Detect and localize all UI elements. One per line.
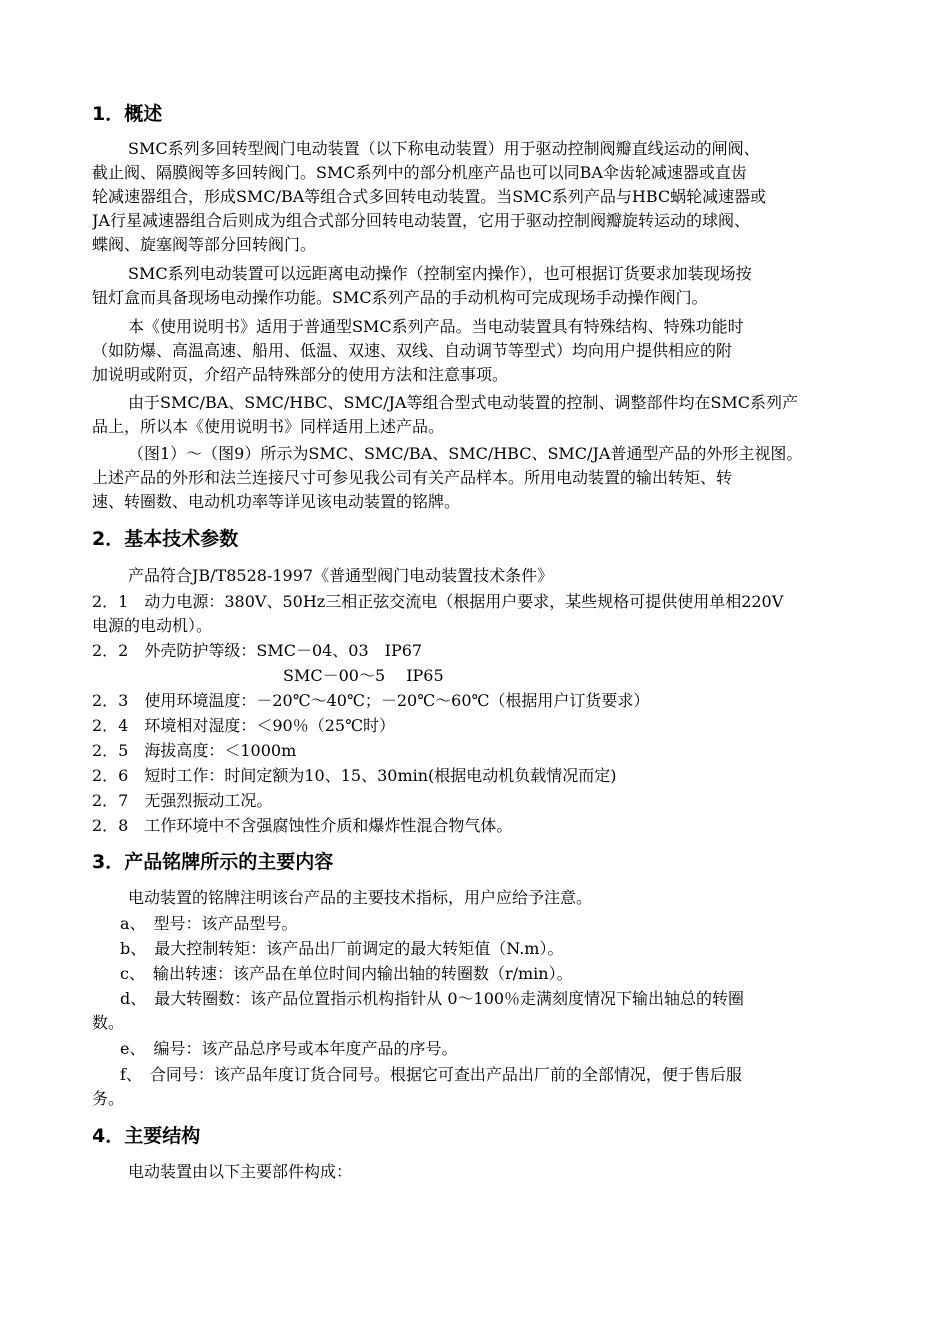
section-2-line: 2．8 工作环境中不含强腐蚀性介质和爆炸性混合物气体。: [92, 816, 513, 835]
section-2-line: 电源的电动机）。: [92, 616, 213, 635]
section-2-line: 2．4 环境相对湿度：＜90％（25℃时）: [92, 716, 395, 735]
section-3-item-d: d、 最大转圈数：该产品位置指示机构指针从 0～100％走满刻度情况下输出轴总的转圈: [120, 989, 745, 1008]
section-3-item-f: f、 合同号：该产品年度订货合同号。根据它可查出产品出厂前的全部情况，便于售后服: [120, 1065, 742, 1084]
section-1-line: SMC系列电动装置可以远距离电动操作（控制室内操作），也可根据订货要求加装现场按: [128, 264, 752, 283]
section-3-line: 务。: [92, 1089, 125, 1108]
section-2-line: 产品符合JB/T8528-1997《普通型阀门电动装置技术条件》: [128, 566, 554, 585]
section-1-line: 品上，所以本《使用说明书》同样适用上述产品。: [92, 417, 445, 436]
section-4-line: 电动装置由以下主要部件构成：: [128, 1162, 353, 1181]
section-1-line: 由于SMC/BA、SMC/HBC、SMC/JA等组合型式电动装置的控制、调整部件均在SMC系列产: [128, 393, 799, 412]
section-1-line: 蝶阀、旋塞阀等部分回转阀门。: [92, 235, 317, 254]
section-3-item-e: e、 编号：该产品总序号或本年度产品的序号。: [120, 1039, 458, 1058]
section-2-line: 2．1 动力电源：380V、50Hz三相正弦交流电（根据用户要求，某些规格可提供使用单相220V: [92, 592, 784, 611]
section-3-heading: 3．产品铭牌所示的主要内容: [92, 851, 334, 873]
section-1-heading: 1．概述: [92, 103, 163, 125]
section-3-line: 电动装置的铭牌注明该台产品的主要技术指标，用户应给予注意。: [128, 888, 593, 907]
section-1-line: 速、转圈数、电动机功率等详见该电动装置的铭牌。: [92, 492, 461, 511]
section-3-item-a: a、 型号：该产品型号。: [120, 914, 298, 933]
section-3-item-c: c、 输出转速：该产品在单位时间内输出轴的转圈数（r/min）。: [120, 964, 573, 983]
section-2-line: 2．5 海拔高度：＜1000m: [92, 741, 297, 760]
section-1-line: 加说明或附页，介绍产品特殊部分的使用方法和注意事项。: [92, 365, 509, 384]
section-2-line: 2．6 短时工作：时间定额为10、15、30min(根据电动机负载情况而定): [92, 766, 617, 785]
section-1-line: SMC系列多回转型阀门电动装置（以下称电动装置）用于驱动控制阀瓣直线运动的闸阀、: [128, 139, 760, 158]
section-2-line: SMC－00～5 IP65: [283, 666, 444, 685]
section-2-line: 2．2 外壳防护等级：SMC－04、03 IP67: [92, 641, 423, 660]
section-1-line: 轮减速器组合，形成SMC/BA等组合式多回转电动装置。当SMC系列产品与HBC蜗轮减速器或: [92, 187, 767, 206]
section-1-line: 钮灯盒而具备现场电动操作功能。SMC系列产品的手动机构可完成现场手动操作阀门。: [92, 288, 708, 307]
section-4-heading: 4．主要结构: [92, 1125, 201, 1147]
section-2-line: 2．7 无强烈振动工况。: [92, 791, 273, 810]
section-1-line: （图1）～（图9）所示为SMC、SMC/BA、SMC/HBC、SMC/JA普通型产品的外形主视图。: [128, 444, 803, 463]
section-3-item-b: b、 最大控制转矩：该产品出厂前调定的最大转矩值（N.m）。: [120, 939, 564, 958]
section-2-line: 2．3 使用环境温度：－20℃～40℃；－20℃～60℃（根据用户订货要求）: [92, 691, 650, 710]
section-2-heading: 2．基本技术参数: [92, 528, 239, 550]
section-1-line: （如防爆、高温高速、船用、低温、双速、双线、自动调节等型式）均向用户提供相应的附: [92, 341, 733, 360]
section-1-line: JA行星减速器组合后则成为组合式部分回转电动装置，它用于驱动控制阀瓣旋转运动的球阀、: [92, 211, 750, 230]
section-1-line: 截止阀、隔膜阀等多回转阀门。SMC系列中的部分机座产品也可以同BA伞齿轮减速器或直齿: [92, 163, 747, 182]
section-1-line: 本《使用说明书》适用于普通型SMC系列产品。当电动装置具有特殊结构、特殊功能时: [128, 317, 744, 336]
section-3-line: 数。: [92, 1013, 125, 1032]
section-1-line: 上述产品的外形和法兰连接尺寸可参见我公司有关产品样本。所用电动装置的输出转矩、转: [92, 468, 733, 487]
